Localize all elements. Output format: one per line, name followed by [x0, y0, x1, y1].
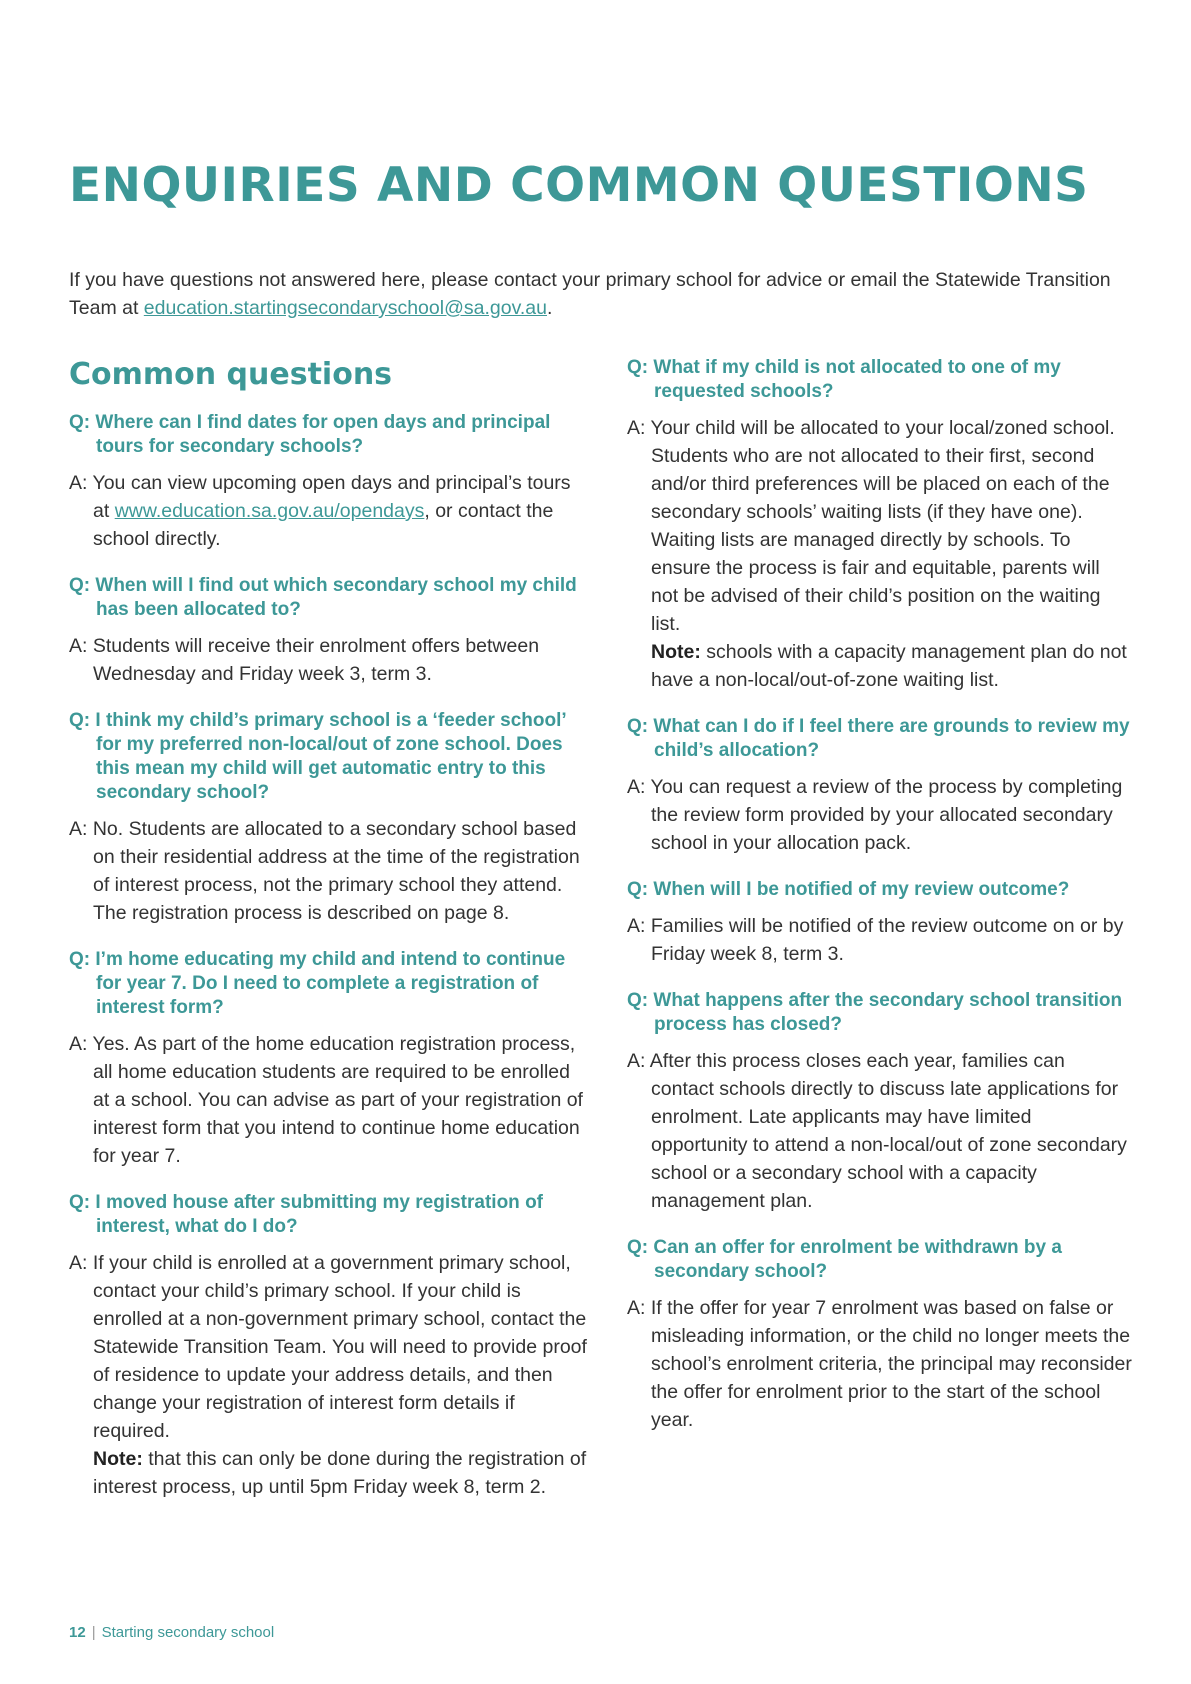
answer: A: Your child will be allocated to your local/zoned school. Students who are not allocated to their first, second and/or third preferences will be placed on each of the secondary schools’ waiting lists (if they have one). Waiting lists are managed directly by schools. To ensure the process is fair and equitable, parents will not be advised of their child’s position on the waiting list. [627, 417, 1115, 635]
page-footer [69, 1624, 274, 1641]
question: Q: Where can I find dates for open days and principal tours for secondary schools? [69, 412, 551, 457]
answer: A: No. Students are allocated to a secondary school based on their residential address at the time of the registration of interest process, not the primary school they attend. The registration process is described on page 8. [69, 818, 580, 924]
page-title: ENQUIRIES AND COMMON QUESTIONS [69, 158, 1089, 213]
answer: A: If your child is enrolled at a government primary school, contact your child’s primary school. If your child is enrolled at a non-government primary school, contact the Statewide Transition Team. You will need to provide proof of residence to update your address details, and then change your registration of interest form details if required. [69, 1252, 587, 1442]
page-number: 12 [69, 1624, 86, 1641]
qa-item [69, 411, 589, 553]
answer-text: A: You can view upcoming open days and principal’s tours at [69, 472, 571, 522]
intro-end: . [546, 297, 553, 319]
answer: A: If the offer for year 7 enrolment was based on false or misleading information, or the child no longer meets the school’s enrolment criteria, the principal may reconsider the offer for enrolment prior to the start of the school year. [627, 1297, 1132, 1431]
answer: A: Yes. As part of the home education registration process, all home education students are required to be enrolled at a school. You can advise as part of your registration of interest form that you intend to continue home education for year 7. [69, 1033, 583, 1167]
right-column [627, 356, 1132, 1455]
answer: A: After this process closes each year, families can contact schools directly to discuss late applications for enrolment. Late applicants may have limited opportunity to attend a non-local/out of zone secondary school or a secondary school with a capacity management plan. [627, 1050, 1127, 1212]
qa-item [627, 715, 1132, 857]
intro-paragraph [69, 266, 1129, 322]
qa-item [69, 709, 589, 927]
note-text: schools with a capacity management plan do not have a non-local/out-of-zone waiting list. [651, 641, 1127, 691]
answer: A: Students will receive their enrolment offers between Wednesday and Friday week 3, term 3. [69, 635, 540, 685]
qa-item [69, 1191, 589, 1501]
answer: A: Families will be notified of the review outcome on or by Friday week 8, term 3. [627, 915, 1124, 965]
footer-separator: | [91, 1624, 96, 1641]
question: Q: Can an offer for enrolment be withdrawn by a secondary school? [627, 1237, 1062, 1282]
question: Q: I think my child’s primary school is a ‘feeder school’ for my preferred non-local/out of zone school. Does this mean my child will get automatic entry to this secondary school? [69, 710, 566, 803]
qa-item [627, 989, 1132, 1215]
question: Q: What if my child is not allocated to one of my requested schools? [627, 357, 1061, 402]
qa-item [627, 878, 1132, 968]
qa-item [69, 948, 589, 1170]
answer-text-end: , or contact the school directly. [93, 500, 554, 550]
section-title: Common questions [69, 357, 393, 392]
qa-item [627, 356, 1132, 694]
email-link[interactable]: education.startingsecondaryschool@sa.gov.au [143, 297, 547, 319]
question: Q: When will I find out which secondary school my child has been allocated to? [69, 575, 577, 620]
qa-item [69, 574, 589, 688]
note [627, 638, 1132, 694]
note-text: that this can only be done during the registration of interest process, up until 5pm Friday week 8, term 2. [93, 1448, 587, 1498]
open-days-link[interactable]: www.education.sa.gov.au/opendays [114, 500, 425, 522]
question: Q: I moved house after submitting my registration of interest, what do I do? [69, 1192, 543, 1237]
question: Q: What happens after the secondary school transition process has closed? [627, 990, 1123, 1035]
answer [69, 469, 589, 553]
question: Q: I’m home educating my child and intend to continue for year 7. Do I need to complete a registration of interest form? [69, 949, 566, 1018]
footer-label: Starting secondary school [101, 1624, 275, 1641]
left-column [69, 356, 589, 1522]
question: Q: When will I be notified of my review outcome? [627, 879, 1070, 900]
intro-text: If you have questions not answered here, please contact your primary school for advice or email the Statewide Transition Team at [69, 269, 1111, 319]
note-label: Note: [651, 641, 701, 663]
note-label: Note: [93, 1448, 143, 1470]
note [69, 1445, 589, 1501]
answer: A: You can request a review of the process by completing the review form provided by your allocated secondary school in your allocation pack. [627, 776, 1123, 854]
question: Q: What can I do if I feel there are grounds to review my child’s allocation? [627, 716, 1130, 761]
qa-item [627, 1236, 1132, 1434]
